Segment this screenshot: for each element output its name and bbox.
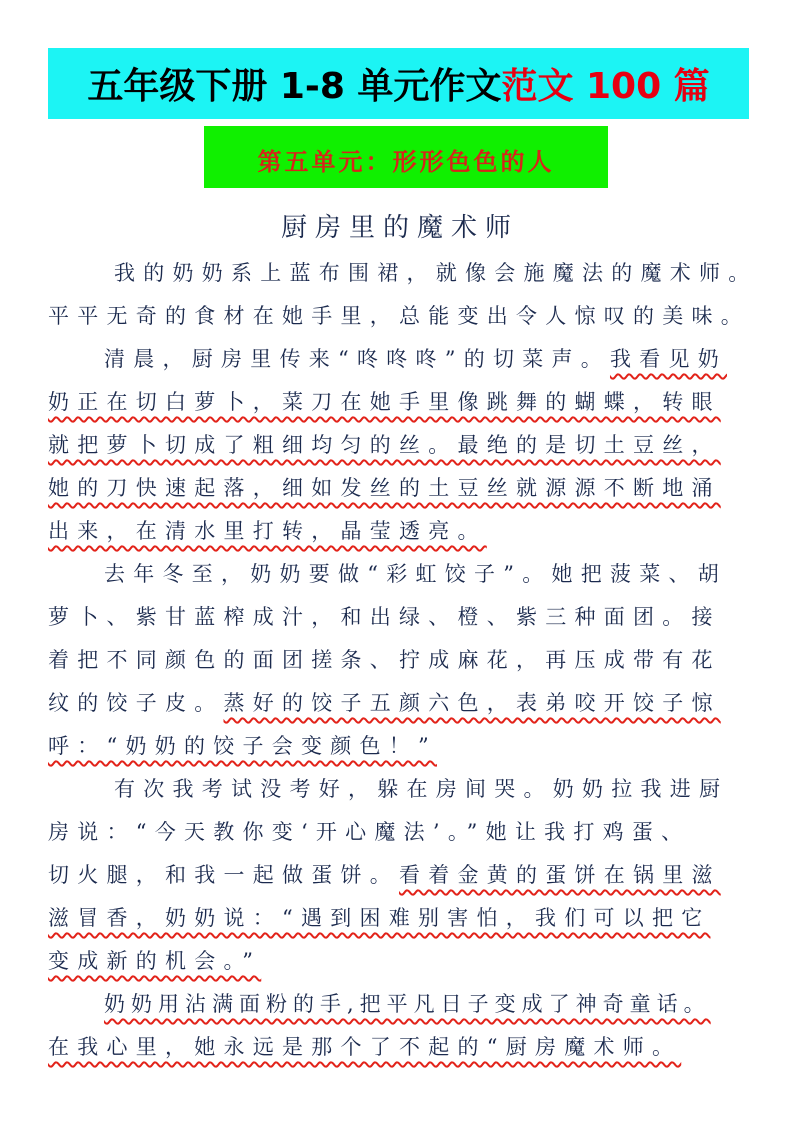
essay-line — [48, 854, 768, 897]
essay-line — [48, 983, 768, 1026]
essay-line — [48, 338, 768, 381]
highlighted-sentence: 蒸好的饺子五颜六色，表弟咬开饺子惊 — [223, 691, 721, 715]
line-text: 着把不同颜色的面团搓条、拧成麻花，再压成带有花 — [48, 648, 721, 672]
highlighted-sentence: 看着金黄的蛋饼在锅里滋 — [399, 863, 721, 887]
essay-body — [48, 252, 768, 1069]
highlighted-sentence: 我看见奶 — [609, 347, 727, 371]
highlighted-sentence: 在我心里，她永远是那个了不起的“厨房魔术师。 — [48, 1035, 682, 1059]
essay-line — [48, 510, 768, 553]
line-text: 萝卜、紫甘蓝榨成汁，和出绿、橙、紫三种面团。接 — [48, 605, 721, 629]
essay-line — [48, 725, 768, 768]
line-text: 房说：“今天教你变‘开心魔法’。”她让我打鸡蛋、 — [48, 820, 691, 844]
line-text: 清晨，厨房里传来“咚咚咚”的切菜声。 — [104, 347, 610, 371]
highlighted-sentence: 奶正在切白萝卜，菜刀在她手里像跳舞的蝴蝶，转眼 — [48, 390, 721, 414]
line-text: 去年冬至，奶奶要做“彩虹饺子”。她把菠菜、胡 — [104, 562, 727, 586]
line-text: 我的奶奶系上蓝布围裙，就像会施魔法的魔术师。 — [114, 261, 758, 285]
unit-label: 第五单元：形形色色的人 — [257, 147, 555, 176]
highlighted-sentence: 就把萝卜切成了粗细均匀的丝。最绝的是切土豆丝， — [48, 433, 721, 457]
highlighted-sentence: 滋冒香，奶奶说：“遇到困难别害怕，我们可以把它 — [48, 906, 711, 930]
essay-line — [48, 295, 768, 338]
essay-line — [48, 424, 768, 467]
highlighted-sentence: 呼：“奶奶的饺子会变颜色！” — [48, 734, 437, 758]
collection-title-highlight: 范文 100 篇 — [501, 66, 710, 107]
essay-line — [48, 553, 768, 596]
collection-title-banner — [48, 48, 749, 119]
highlighted-sentence: 出来，在清水里打转，晶莹透亮。 — [48, 519, 487, 543]
essay-line — [48, 897, 768, 940]
line-text: 切火腿，和我一起做蛋饼。 — [48, 863, 399, 887]
line-text: 平平无奇的食材在她手里，总能变出令人惊叹的美味。 — [48, 304, 750, 328]
essay-line — [48, 811, 768, 854]
line-text: 纹的饺子皮。 — [48, 691, 224, 715]
essay-line — [48, 682, 768, 725]
highlighted-sentence: 变成新的机会。” — [48, 949, 262, 973]
highlighted-sentence: 奶奶用沾满面粉的手,把平凡日子变成了神奇童话。 — [104, 992, 711, 1016]
essay-line — [48, 252, 768, 295]
unit-label-box — [204, 126, 608, 188]
essay-line — [48, 940, 768, 983]
essay-title: 厨房里的魔术师 — [280, 213, 519, 243]
essay-line — [48, 467, 768, 510]
essay-line — [48, 768, 768, 811]
collection-title-main: 五年级下册 1-8 单元作文 — [87, 66, 502, 107]
essay-line — [48, 1026, 768, 1069]
essay-line — [48, 596, 768, 639]
essay-line — [48, 381, 768, 424]
highlighted-sentence: 她的刀快速起落，细如发丝的土豆丝就源源不断地涌 — [48, 476, 721, 500]
essay-line — [48, 639, 768, 682]
line-text: 有次我考试没考好，躲在房间哭。奶奶拉我进厨 — [114, 777, 729, 801]
